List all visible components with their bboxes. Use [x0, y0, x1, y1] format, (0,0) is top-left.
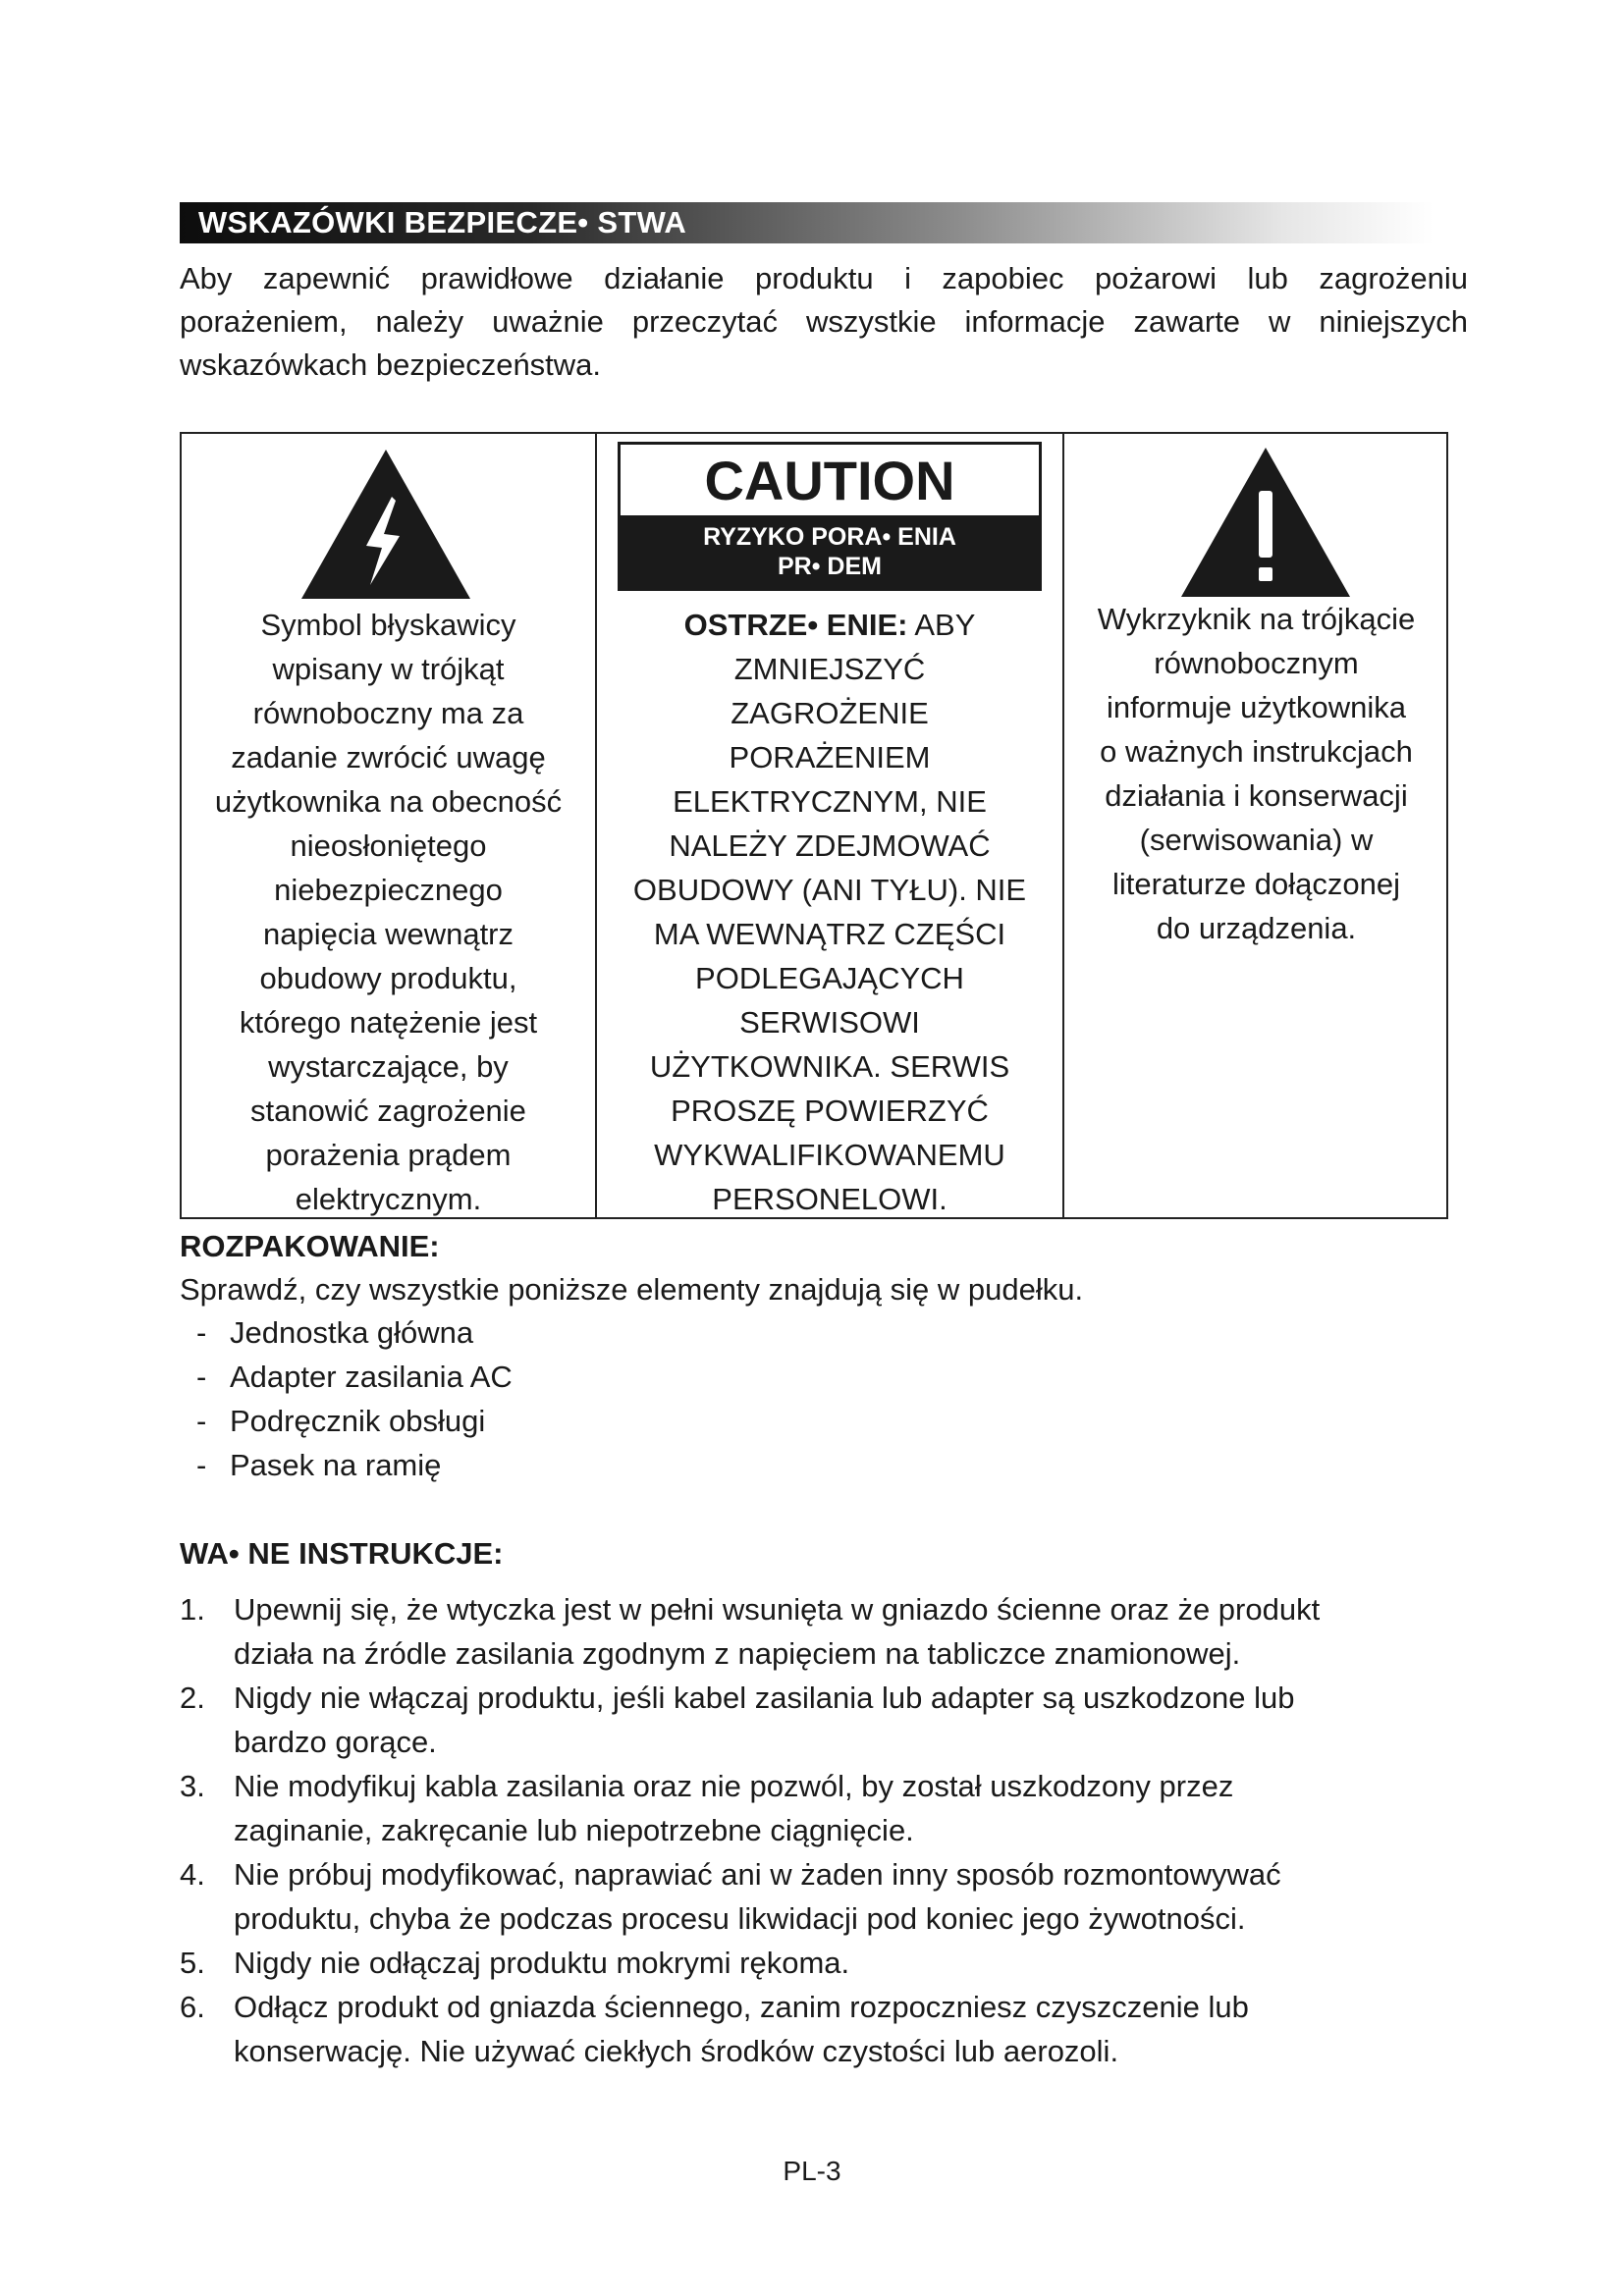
instructions-list [180, 1587, 1446, 2073]
instructions-heading: WA• NE INSTRUKCJE: [180, 1536, 504, 1571]
intro-line: wskazówkach bezpieczeństwa. [180, 347, 602, 382]
intro-paragraph [180, 257, 1468, 387]
list-item: - Podręcznik obsługi [196, 1404, 486, 1438]
warning-label: OSTRZE• ENIE: [683, 608, 908, 642]
warning-symbols-table [180, 432, 1448, 1219]
list-item: 2. Nigdy nie włączaj produktu, jeśli kabel zasilania lub adapter są uszkodzone lub bardzo gorące. [180, 1681, 1295, 1759]
list-item: - Adapter zasilania AC [196, 1360, 513, 1394]
unpacking-list [196, 1310, 513, 1487]
list-item: - Jednostka główna [196, 1315, 474, 1350]
left-column-text: Symbol błyskawicy wpisany w trójkąt równoboczny ma za zadanie zwrócić uwagę użytkownika na obecność nieosłoniętego niebezpiecznego napięcia wewnątrz obudowy produktu, którego natężenie jest wystarczające, by stanowić zagrożenie porażenia prądem elektrycznym. [214, 608, 563, 1216]
unpacking-heading: ROZPAKOWANIE: [180, 1229, 440, 1263]
list-item: - Pasek na ramię [196, 1448, 442, 1482]
list-item: 1. Upewnij się, że wtyczka jest w pełni wsunięta w gniazdo ścienne oraz że produkt działa na źródle zasilania zgodnym z napięciem na tabliczce znamionowej. [180, 1592, 1321, 1671]
exclamation-triangle-icon [1177, 444, 1354, 601]
intro-line: Aby zapewnić prawidłowe działanie produktu i zapobiec pożarowi lub zagrożeniu [180, 261, 1468, 295]
unpacking-intro: Sprawdź, czy wszystkie poniższe elementy znajdują się w pudełku. [180, 1272, 1084, 1307]
list-item: 5. Nigdy nie odłączaj produktu mokrymi rękoma. [180, 1946, 850, 1980]
caution-subtitle-band: RYZYKO PORA• ENIA PR• DEM [621, 515, 1039, 588]
center-column-text: OSTRZE• ENIE: ABY ZMNIEJSZYĆ ZAGROŻENIE PORAŻENIEM ELEKTRYCZNYM, NIE NALEŻY ZDEJMOWAĆ OBUDOWY (ANI TYŁU). NIE MA WEWNĄTRZ CZĘŚCI PODLEGAJĄCYCH SERWISOWI UŻYTKOWNIKA. SERWIS PROSZĘ POWIERZYĆ WYKWALIFIKOWANEMU PERSONELOWI. [632, 608, 1027, 1216]
caution-label [618, 442, 1042, 591]
intro-line: porażeniem, należy uważnie przeczytać wszystkie informacje zawarte w niniejszych [180, 304, 1468, 339]
list-item: 4. Nie próbuj modyfikować, naprawiać ani w żaden inny sposób rozmontowywać produktu, chyba że podczas procesu likwidacji pod koniec jego żywotności. [180, 1857, 1281, 1936]
list-item: 3. Nie modyfikuj kabla zasilania oraz nie pozwól, by został uszkodzony przez zaginanie, zakręcanie lub niepotrzebne ciągnięcie. [180, 1769, 1234, 1847]
page-number: PL-3 [783, 2156, 841, 2186]
right-column-text: Wykrzyknik na trójkącie równobocznym informuje użytkownika o ważnych instrukcjach działania i konserwacji (serwisowania) w literaturze dołączonej do urządzenia. [1097, 602, 1416, 945]
caution-title: CAUTION [704, 450, 955, 511]
list-item: 6. Odłącz produkt od gniazda ściennego, zanim rozpoczniesz czyszczenie lub konserwację. Nie używać ciekłych środków czystości lub aerozoli. [180, 1990, 1249, 2068]
lightning-triangle-icon [298, 446, 474, 603]
section-title: WSKAZÓWKI BEZPIECZE• STWA [198, 205, 687, 240]
